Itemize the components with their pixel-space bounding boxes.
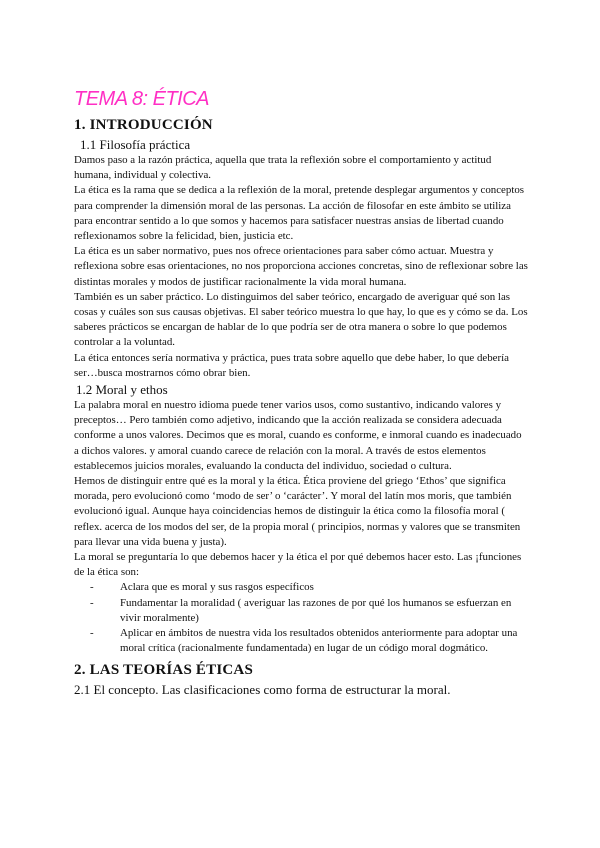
paragraph: La ética entonces sería normativa y práctica, pues trata sobre aquello que debe haber, lo que debería ser…busca mostrarnos cómo obrar bien. <box>74 351 509 379</box>
document-title: TEMA 8: ÉTICA <box>74 88 210 110</box>
list-item <box>90 580 528 595</box>
subsection-heading-filosofia-practica: 1.1 Filosofía práctica <box>80 137 191 152</box>
paragraph: La ética es un saber normativo, pues nos ofrece orientaciones para saber cómo actuar. Muestra y reflexiona sobre esas orientaciones, no nos proporciona acciones concretas, sino de reflexionar sobre las distintas morales y modos de justificar racionalmente la vida moral humana. <box>74 245 528 288</box>
paragraph: Damos paso a la razón práctica, aquella que trata la reflexión sobre el comportamiento y actitud humana, individual y colectiva. <box>74 154 492 182</box>
dash-bullet: - <box>90 596 94 609</box>
paragraph: La palabra moral en nuestro idioma puede tener varios usos, como sustantivo, indicando valores y preceptos… Pero también como adjetivo, indicando que la acción realizada se considera adecuada conforme a unos valores. Decimos que es moral, cuando es conforme, e inmoral cuando es inadecuado a dichos valores. y amoral cuando carece de relación con la moral. A través de estos elementos establecemos juicios morales, evaluando la conducta del individuo, sociedad o cultura. <box>74 399 522 472</box>
section-heading-introduccion: 1. INTRODUCCIÓN <box>74 117 213 133</box>
list-item <box>90 626 528 656</box>
list-item-text: Fundamentar la moralidad ( averiguar las razones de por qué los humanos se esfuerzan en vivir moralmente) <box>120 596 512 624</box>
functions-list <box>74 580 528 656</box>
list-item-text: Aplicar en ámbitos de nuestra vida los resultados obtenidos anteriormente para adoptar una moral crítica (racionalmente fundamentada) en lugar de un código moral dogmático. <box>120 627 518 655</box>
subsection-heading-concepto: 2.1 El concepto. Las clasificaciones como forma de estructurar la moral. <box>74 681 451 697</box>
subsection-heading-moral-y-ethos: 1.2 Moral y ethos <box>76 382 168 398</box>
list-item-text: Aclara que es moral y sus rasgos específicos <box>120 581 314 594</box>
paragraph: La ética es la rama que se dedica a la reflexión de la moral, pretende desplegar argumentos y conceptos para comprender la dimensión moral de las personas. La acción de filosofar en este ámbito se utiliza para encontrar sentido a lo que somos y hacemos para satisfacer nuestras ansias de libertad cuando reflexionamos sobre la felicidad, bien, justicia etc. <box>74 184 525 243</box>
list-item <box>90 596 528 626</box>
paragraph: Hemos de distinguir entre qué es la moral y la ética. Ética proviene del griego ‘Ethos’ que significa morada, pero evolucionó como ‘modo de ser’ o ‘carácter’. Y moral del latín mos moris, que también evolucionó igual. Aunque haya coincidencias hemos de distinguir la ética como la filosofía moral ( reflex. acerca de los modos del ser, de la propia moral ( principios, normas y valores que se transmiten para llevar una vida buena y justa). <box>74 475 521 548</box>
paragraph: También es un saber práctico. Lo distinguimos del saber teórico, encargado de averiguar qué son las cosas y cuáles son sus causas objetivas. El saber teórico muestra lo que hay, lo que es y cómo se da. Los saberes prácticos se encargan de hablar de lo que podría ser de otra manera o sobre lo que podemos controlar a la voluntad. <box>74 290 528 349</box>
paragraph: La moral se preguntaría lo que debemos hacer y la ética el por qué debemos hacer esto. Las ¡funciones de la ética son: <box>74 551 522 579</box>
dash-bullet: - <box>90 581 94 594</box>
dash-bullet: - <box>90 627 94 640</box>
section-heading-teorias-eticas: 2. LAS TEORÍAS ÉTICAS <box>74 661 253 678</box>
